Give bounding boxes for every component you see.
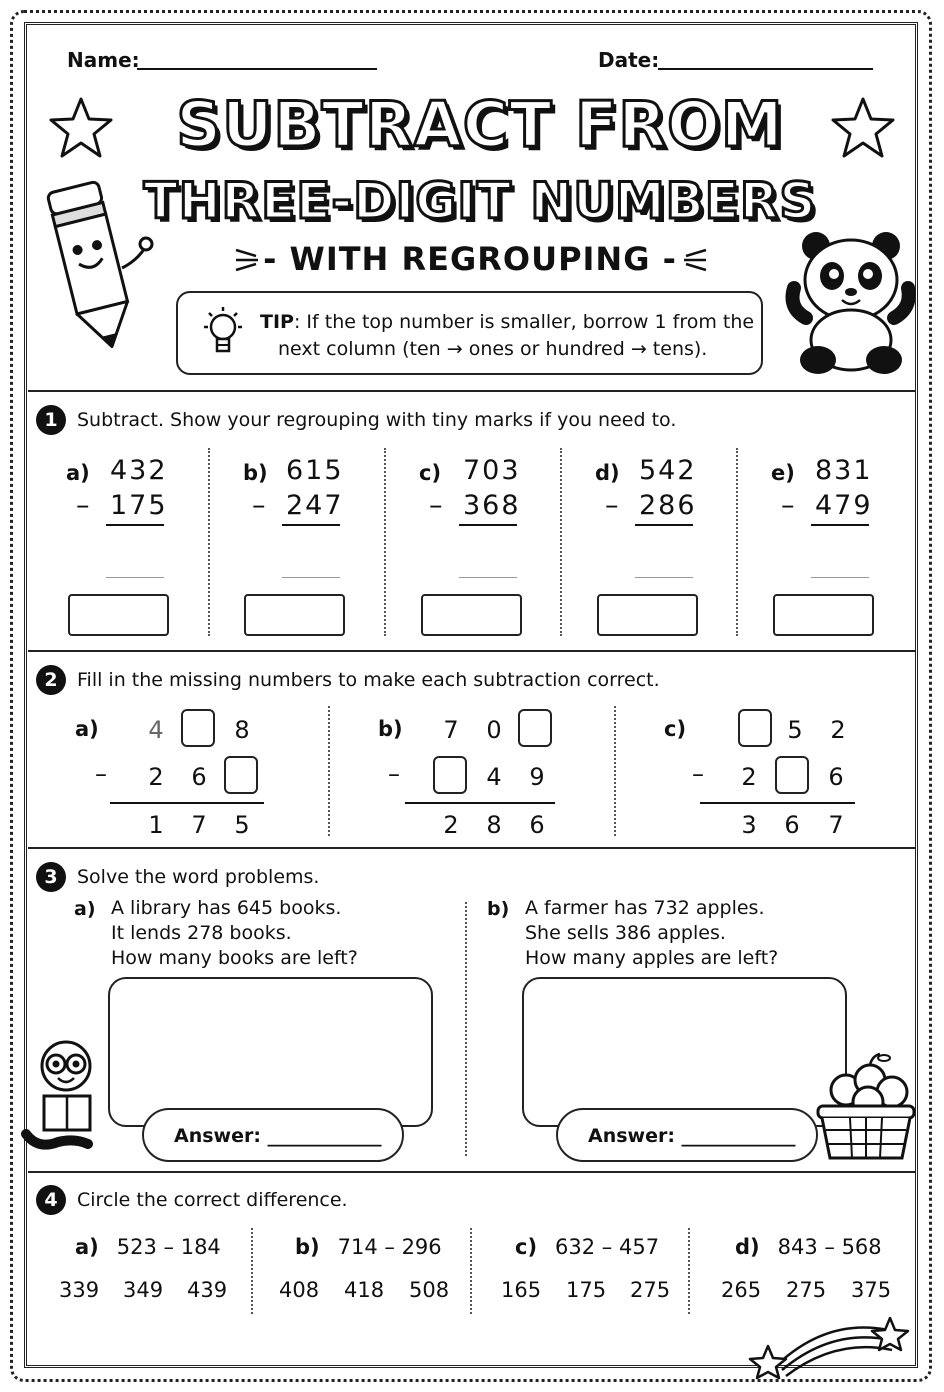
name-label: Name:: [67, 48, 140, 72]
panda-icon: [782, 222, 918, 378]
problem-label: b): [378, 717, 403, 741]
result-digit: 3: [741, 811, 757, 839]
minus-sign: –: [605, 490, 619, 521]
problem-label: d): [595, 461, 620, 485]
divider: [28, 650, 916, 652]
minus-sign: –: [692, 760, 704, 788]
top-number: 432: [110, 455, 168, 486]
answer-choice[interactable]: 339: [59, 1278, 100, 1302]
top-digit: 0: [486, 716, 502, 744]
date-label: Date:: [598, 48, 660, 72]
expression-text: 714 – 296: [337, 1235, 442, 1259]
answer-label: Answer: ____________: [588, 1125, 796, 1147]
answer-pill[interactable]: [556, 1108, 818, 1162]
problem-label: d): [735, 1235, 760, 1259]
top-number: 703: [463, 455, 521, 486]
column-divider: [328, 706, 330, 836]
problem-label: b): [295, 1235, 320, 1259]
answer-choice[interactable]: 375: [851, 1278, 892, 1302]
bottom-digit: 6: [191, 763, 207, 791]
answer-choice[interactable]: 275: [630, 1278, 671, 1302]
top-digit: 2: [830, 716, 846, 744]
section-1-instruction: Subtract. Show your regrouping with tiny marks if you need to.: [77, 409, 677, 431]
problem-line: A farmer has 732 apples.: [525, 897, 765, 919]
minus-sign: –: [252, 490, 266, 521]
problem-label: a): [75, 1235, 99, 1259]
missing-digit-box[interactable]: [224, 756, 258, 794]
difference-expression: [735, 1235, 882, 1259]
subtitle: - WITH REGROUPING -: [263, 240, 677, 278]
answer-choice[interactable]: 265: [721, 1278, 762, 1302]
divider: [28, 1171, 916, 1173]
star-icon: [48, 96, 114, 160]
answer-box[interactable]: [68, 594, 169, 636]
bottom-digit: 9: [529, 763, 545, 791]
answer-guide-line: [106, 577, 164, 578]
expression-text: 523 – 184: [116, 1235, 221, 1259]
result-line: [700, 802, 855, 804]
underline: [635, 524, 693, 526]
answer-choice[interactable]: 418: [344, 1278, 385, 1302]
problem-label: a): [75, 717, 99, 741]
missing-digit-box[interactable]: [181, 709, 215, 747]
sparkle-icon: [232, 244, 262, 274]
problem-label: c): [419, 461, 442, 485]
bottom-digit: 6: [828, 763, 844, 791]
answer-label: Answer: ____________: [174, 1125, 382, 1147]
missing-digit-box[interactable]: [433, 756, 467, 794]
section-number-badge: 1: [36, 405, 66, 435]
answer-choice[interactable]: 165: [501, 1278, 542, 1302]
problem-line: How many apples are left?: [525, 947, 779, 969]
bottom-number: 286: [639, 490, 697, 521]
bottom-number: 479: [815, 490, 873, 521]
problem-label: a): [66, 461, 90, 485]
top-digit: 5: [787, 716, 803, 744]
tip-box: [176, 291, 763, 375]
top-number: 615: [286, 455, 344, 486]
column-divider: [470, 1228, 472, 1314]
answer-choice[interactable]: 275: [786, 1278, 827, 1302]
minus-sign: –: [76, 490, 90, 521]
sparkle-icon: [680, 244, 710, 274]
result-line: [110, 802, 264, 804]
underline: [459, 524, 517, 526]
section-number-badge: 3: [36, 862, 66, 892]
tip-line-1: : If the top number is smaller, borrow 1 from the: [293, 311, 755, 333]
column-divider: [688, 1228, 690, 1314]
result-digit: 6: [529, 811, 545, 839]
name-line[interactable]: [137, 68, 377, 70]
title-line-2: THREE-DIGIT NUMBERS: [143, 172, 817, 230]
problem-label: b): [487, 898, 510, 920]
difference-expression: [295, 1235, 442, 1259]
top-digit: 7: [443, 716, 459, 744]
word-problem-text: [111, 896, 358, 971]
answer-pill[interactable]: [142, 1108, 404, 1162]
answer-guide-line: [459, 577, 517, 578]
pencil-mascot-icon: [36, 176, 156, 356]
answer-choice[interactable]: 508: [409, 1278, 450, 1302]
expression-text: 843 – 568: [777, 1235, 882, 1259]
result-digit: 7: [191, 811, 207, 839]
missing-digit-box[interactable]: [738, 709, 772, 747]
problem-label: c): [664, 717, 687, 741]
problem-label: a): [74, 898, 96, 920]
result-digit: 2: [443, 811, 459, 839]
missing-digit-box[interactable]: [518, 709, 552, 747]
column-divider: [251, 1228, 253, 1314]
top-number: 542: [639, 455, 697, 486]
section-4-instruction: Circle the correct difference.: [77, 1189, 348, 1211]
tip-line-2: next column (ten → ones or hundred → tens).: [278, 338, 708, 360]
tip-text: [260, 309, 754, 363]
answer-box[interactable]: [773, 594, 874, 636]
section-3-instruction: Solve the word problems.: [77, 866, 320, 888]
missing-digit-box[interactable]: [775, 756, 809, 794]
answer-choice[interactable]: 175: [566, 1278, 607, 1302]
result-line: [405, 802, 555, 804]
top-digit: 8: [234, 716, 250, 744]
worm-reading-icon: [18, 1034, 108, 1154]
title-line-1: SUBTRACT FROM: [176, 88, 784, 161]
problem-label: e): [771, 461, 795, 485]
result-digit: 7: [828, 811, 844, 839]
problem-label: b): [243, 461, 268, 485]
answer-choice[interactable]: 408: [279, 1278, 320, 1302]
bottom-digit: 2: [148, 763, 164, 791]
minus-sign: –: [388, 760, 400, 788]
answer-guide-line: [282, 577, 340, 578]
minus-sign: –: [95, 760, 107, 788]
column-divider: [208, 448, 210, 636]
answer-choice[interactable]: 439: [187, 1278, 228, 1302]
underline: [811, 524, 869, 526]
minus-sign: –: [429, 490, 443, 521]
problem-line: How many books are left?: [111, 947, 358, 969]
result-digit: 5: [234, 811, 250, 839]
answer-guide-line: [811, 577, 869, 578]
bottom-number: 368: [463, 490, 521, 521]
problem-label: c): [515, 1235, 538, 1259]
tip-label: TIP: [260, 311, 294, 333]
expression-text: 632 – 457: [555, 1235, 660, 1259]
top-number: 831: [815, 455, 873, 486]
answer-box[interactable]: [597, 594, 698, 636]
lightbulb-icon: [200, 305, 246, 363]
column-divider: [384, 448, 386, 636]
section-number-badge: 2: [36, 665, 66, 695]
work-area[interactable]: [522, 977, 847, 1127]
divider: [28, 847, 916, 849]
answer-box[interactable]: [244, 594, 345, 636]
apple-basket-icon: [814, 1050, 918, 1162]
column-divider: [465, 902, 467, 1156]
problem-line: A library has 645 books.: [111, 897, 342, 919]
answer-box[interactable]: [421, 594, 522, 636]
section-number-badge: 4: [36, 1185, 66, 1215]
bottom-digit: 4: [486, 763, 502, 791]
column-divider: [736, 448, 738, 636]
section-2-instruction: Fill in the missing numbers to make each subtraction correct.: [77, 669, 660, 691]
bottom-digit: 2: [741, 763, 757, 791]
problem-line: She sells 386 apples.: [525, 922, 726, 944]
date-line[interactable]: [658, 68, 873, 70]
word-problem-text: [525, 896, 778, 971]
bottom-number: 175: [110, 490, 168, 521]
underline: [282, 524, 340, 526]
bottom-number: 247: [286, 490, 344, 521]
problem-line: It lends 278 books.: [111, 922, 292, 944]
shooting-star-icon: [748, 1312, 914, 1380]
answer-choice[interactable]: 349: [123, 1278, 164, 1302]
result-digit: 1: [148, 811, 164, 839]
difference-expression: [75, 1235, 221, 1259]
work-area[interactable]: [108, 977, 433, 1127]
result-digit: 8: [486, 811, 502, 839]
column-divider: [614, 706, 616, 836]
result-digit: 6: [784, 811, 800, 839]
minus-sign: –: [781, 490, 795, 521]
divider: [28, 390, 916, 392]
top-digit: 4: [148, 716, 164, 744]
star-icon: [830, 96, 896, 160]
difference-expression: [515, 1235, 659, 1259]
column-divider: [560, 448, 562, 636]
answer-guide-line: [635, 577, 693, 578]
underline: [106, 524, 164, 526]
